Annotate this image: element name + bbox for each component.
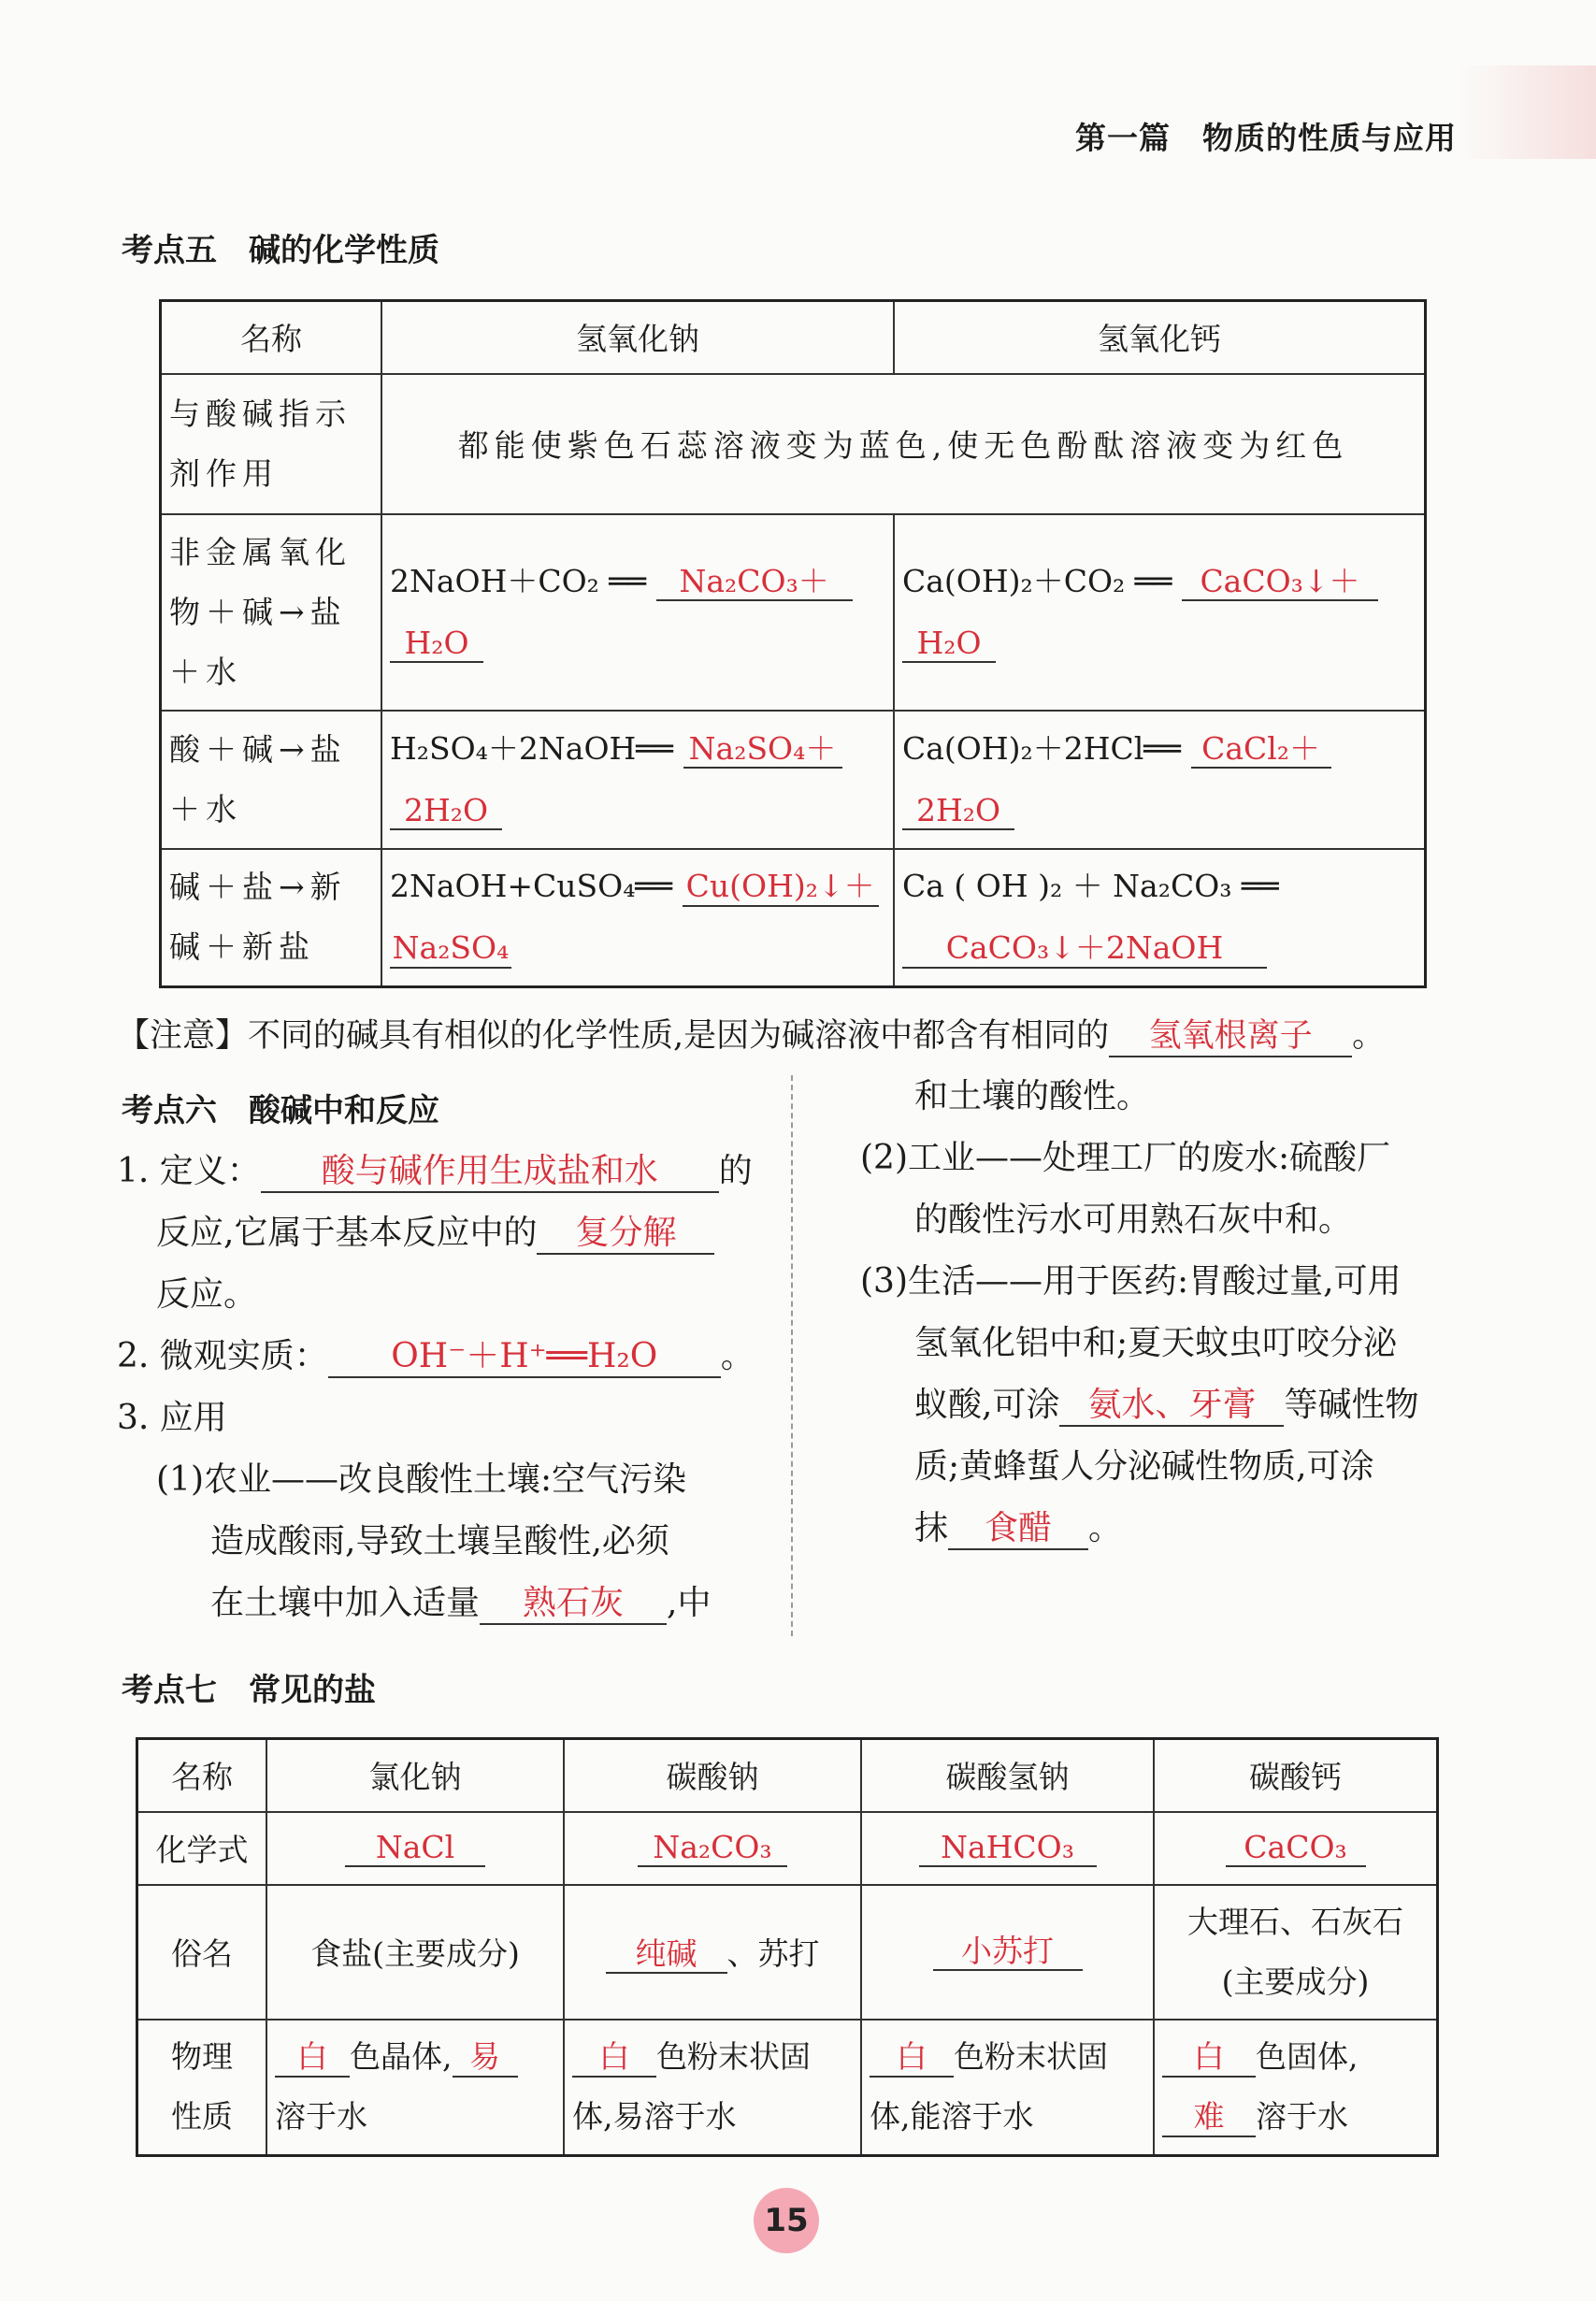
nahco3-properties (861, 2020, 1154, 2156)
property-text: 色粉末状固 (954, 2038, 1108, 2076)
running-header: 第一篇 物质的性质与应用 (1075, 120, 1457, 156)
agri-line-2: 造成酸雨,导致土壤呈酸性,必须 (210, 1522, 669, 1560)
answer: H₂O (902, 625, 996, 664)
section-title-6: 考点六 酸碱中和反应 (122, 1092, 439, 1129)
answer: Na₂SO₄ (390, 929, 511, 969)
nacl-properties (266, 2020, 564, 2156)
page-number: 15 (754, 2188, 819, 2253)
caco3-common-name: 大理石、石灰石(主要成分) (1154, 1885, 1438, 2020)
answer: 易 (453, 2038, 518, 2078)
note-answer: 氢氧根离子 (1109, 1016, 1352, 1057)
definition-label: 1. 定义： (117, 1152, 261, 1190)
indicator-text: 都能使紫色石蕊溶液变为蓝色,使无色酚酞溶液变为红色 (381, 374, 1426, 514)
property-text: 色粉末状固 (656, 2038, 811, 2076)
life-suffix: 。 (1088, 1509, 1123, 1547)
answer: 纯碱 (606, 1935, 727, 1975)
naoh-co2-cell (381, 514, 894, 711)
answer: CaCO₃↓＋ (1182, 563, 1378, 602)
reaction-type-answer: 复分解 (537, 1213, 714, 1255)
definition-line-3: 反应。 (156, 1275, 258, 1314)
life-line-4: 质;黄蜂蜇人分泌碱性物质,可涂 (914, 1447, 1374, 1486)
equation: H₂SO₄＋2NaOH══ (390, 729, 674, 767)
property-text: 色固体, (1256, 2038, 1359, 2076)
answer: 白 (1162, 2038, 1256, 2078)
right-column (860, 1066, 1515, 1560)
header-name: 名称 (137, 1739, 267, 1812)
nacl-formula: NaCl (345, 1829, 485, 1868)
header-na2co3: 碳酸钠 (564, 1739, 861, 1812)
life-text: 抹 (914, 1509, 949, 1547)
salts-table (136, 1737, 1439, 2157)
equation: Ca(OH)₂＋CO₂ ══ (902, 562, 1172, 599)
caoh-hcl-cell (894, 711, 1426, 849)
micro-answer: OH⁻＋H⁺══H₂O (328, 1336, 721, 1378)
header-caco3: 碳酸钙 (1154, 1739, 1438, 1812)
formula-label: 化学式 (137, 1812, 267, 1885)
answer: 白 (572, 2038, 656, 2078)
caoh-na2co3-cell (894, 849, 1426, 987)
physical-properties-label: 物理性质 (137, 2020, 267, 2156)
note-text: 【注意】不同的碱具有相似的化学性质,是因为碱溶液中都含有相同的 (117, 1017, 1110, 1055)
micro-label: 2. 微观实质： (117, 1337, 328, 1375)
naoh-h2so4-cell (381, 711, 894, 849)
life-line-1: (3)生活——用于医药:胃酸过量,可用 (860, 1262, 1402, 1301)
nahco3-formula: NaHCO₃ (919, 1829, 1097, 1868)
definition-answer: 酸与碱作用生成盐和水 (261, 1151, 719, 1193)
micro-essence-line (117, 1326, 771, 1388)
answer: 2H₂O (390, 792, 502, 831)
base-properties-table (159, 299, 1427, 988)
property-text: 色晶体, (350, 2038, 453, 2076)
answer: Cu(OH)₂↓＋ (683, 868, 879, 907)
equation: 2NaOH+CuSO₄══ (390, 868, 673, 905)
nahco3-common-name: 小苏打 (933, 1933, 1083, 1972)
note-suffix: 。 (1352, 1017, 1386, 1055)
agri-answer: 熟石灰 (480, 1583, 667, 1625)
na2co3-properties (564, 2020, 861, 2156)
life-line-5 (860, 1498, 1515, 1560)
answer: H₂O (390, 625, 483, 664)
answer: 白 (275, 2038, 350, 2078)
header-naoh: 氢氧化钠 (381, 301, 894, 374)
answer: CaCO₃↓＋2NaOH (902, 929, 1267, 969)
definition-line-2 (117, 1202, 771, 1264)
agri-line-3 (117, 1573, 771, 1634)
life-text: 蚁酸,可涂 (914, 1386, 1060, 1424)
answer: 2H₂O (902, 792, 1014, 831)
application-heading: 3. 应用 (117, 1399, 227, 1437)
agri-line-1: (1)农业——改良酸性土壤:空气污染 (156, 1460, 687, 1499)
life-answer-1: 氨水、牙膏 (1059, 1385, 1284, 1427)
life-line-3 (860, 1374, 1515, 1436)
answer: Na₂CO₃＋ (656, 563, 853, 602)
caoh-co2-cell (894, 514, 1426, 711)
property-text: 溶于水 (1256, 2098, 1348, 2136)
header-nacl: 氯化钠 (266, 1739, 564, 1812)
answer: 难 (1162, 2098, 1256, 2137)
answer: 白 (870, 2038, 954, 2078)
agri-suffix: ,中 (667, 1584, 712, 1622)
agri-text: 在土壤中加入适量 (210, 1584, 481, 1622)
life-answer-2: 食醋 (948, 1508, 1088, 1550)
property-text: 体,易溶于水 (572, 2098, 737, 2136)
definition-suffix: 的 (718, 1152, 753, 1190)
property-text: 体,能溶于水 (870, 2098, 1034, 2136)
definition-line (117, 1141, 771, 1202)
row-label-acid-base: 酸＋碱→盐＋水 (161, 711, 382, 849)
row-label-indicator: 与酸碱指示剂作用 (161, 374, 382, 514)
life-suffix: 等碱性物 (1284, 1386, 1419, 1424)
common-name-suffix: 、苏打 (726, 1934, 820, 1972)
na2co3-formula: Na₂CO₃ (638, 1829, 787, 1868)
header-nahco3: 碳酸氢钠 (861, 1739, 1154, 1812)
naoh-cuso4-cell (381, 849, 894, 987)
answer: Na₂SO₄＋ (683, 730, 842, 769)
definition-text: 反应,它属于基本反应中的 (156, 1214, 538, 1252)
na2co3-common-name (564, 1885, 861, 2020)
row-label-base-salt: 碱＋盐→新碱＋新盐 (161, 849, 382, 987)
header-decoration (1459, 65, 1596, 159)
life-line-2: 氢氧化铝中和;夏天蚊虫叮咬分泌 (914, 1324, 1398, 1362)
micro-suffix: 。 (720, 1337, 755, 1375)
common-name-label: 俗名 (137, 1885, 267, 2020)
column-divider (791, 1075, 793, 1636)
section-title-5: 考点五 碱的化学性质 (122, 232, 439, 269)
answer: CaCl₂＋ (1191, 730, 1331, 769)
equation: Ca ( OH )₂ ＋ Na₂CO₃ ══ (902, 868, 1279, 905)
equation: Ca(OH)₂＋2HCl══ (902, 729, 1182, 767)
property-text: 溶于水 (275, 2098, 367, 2136)
section-title-7: 考点七 常见的盐 (122, 1672, 376, 1709)
note-line (117, 1005, 1385, 1067)
left-column (117, 1141, 771, 1634)
industry-line-1: (2)工业——处理工厂的废水:硫酸厂 (860, 1139, 1391, 1177)
header-caoh: 氢氧化钙 (894, 301, 1426, 374)
row-label-nonmetal-oxide: 非金属氧化物＋碱→盐＋水 (161, 514, 382, 711)
caco3-properties (1154, 2020, 1438, 2156)
header-name: 名称 (161, 301, 382, 374)
nacl-common-name: 食盐(主要成分) (266, 1885, 564, 2020)
agri-line-4: 和土壤的酸性。 (914, 1077, 1151, 1115)
equation: 2NaOH＋CO₂ ══ (390, 562, 647, 599)
industry-line-2: 的酸性污水可用熟石灰中和。 (914, 1201, 1353, 1239)
caco3-formula: CaCO₃ (1226, 1829, 1366, 1868)
